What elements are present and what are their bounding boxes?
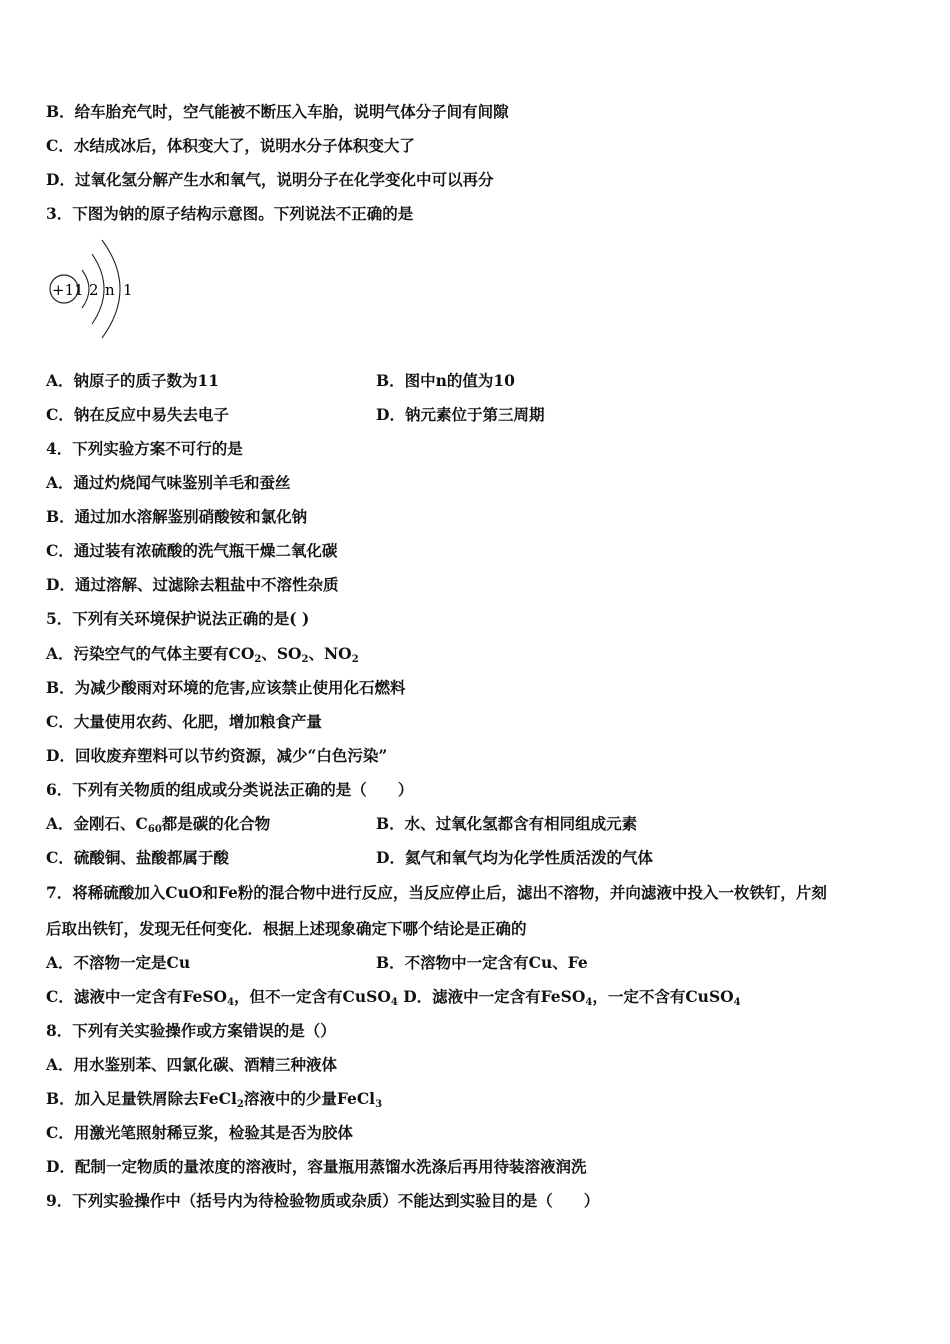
- q8-stem: 8．下列有关实验操作或方案错误的是（）: [46, 1021, 336, 1040]
- q4-option-b: B．通过加水溶解鉴别硝酸铵和氯化钠: [46, 507, 308, 526]
- q7-stem-line2: 后取出铁钉，发现无任何变化．根据上述现象确定下哪个结论是正确的: [46, 919, 527, 938]
- q8-option-d: D．配制一定物质的量浓度的溶液时，容量瓶用蒸馏水洗涤后再用待装溶液润洗: [46, 1157, 587, 1176]
- q4-option-d: D．通过溶解、过滤除去粗盐中不溶性杂质: [46, 575, 339, 594]
- q5-stem: 5．下列有关环境保护说法正确的是( ): [46, 609, 310, 628]
- q6-option-a: A．金刚石、$C_{60}$都是碳的化合物: [46, 814, 271, 835]
- shell-1-count: 2: [89, 281, 99, 299]
- q5-option-c: C．大量使用农药、化肥，增加粮食产量: [46, 712, 322, 731]
- q6-option-c: C．硫酸铜、盐酸都属于酸: [46, 848, 229, 867]
- q7-stem-line1: 7．将稀硫酸加入CuO和Fe粉的混合物中进行反应，当反应停止后，滤出不溶物，并向滤液中投入一枚铁钉，片刻: [46, 883, 827, 902]
- q3-option-d: D．钠元素位于第三周期: [376, 405, 545, 424]
- q6-option-b: B．水、过氧化氢都含有相同组成元素: [376, 814, 638, 833]
- q4-stem: 4．下列实验方案不可行的是: [46, 439, 243, 458]
- q7-option-c-d: C．滤液中一定含有FeSO$_4$，但不一定含有CuSO$_4$ D．滤液中一定含有FeSO$_4$，一定不含有CuSO$_4$: [46, 987, 741, 1008]
- q2-option-b: B．给车胎充气时，空气能被不断压入车胎，说明气体分子间有间隙: [46, 102, 509, 121]
- q7-option-b: B．不溶物中一定含有Cu、Fe: [376, 953, 588, 972]
- q7-option-a: A．不溶物一定是Cu: [46, 953, 191, 972]
- q2-option-d: D．过氧化氢分解产生水和氧气，说明分子在化学变化中可以再分: [46, 170, 494, 189]
- q6-option-d: D．氦气和氧气均为化学性质活泼的气体: [376, 848, 653, 867]
- q3-stem: 3．下图为钠的原子结构示意图。下列说法不正确的是: [46, 204, 414, 223]
- shell-3-count: 1: [123, 281, 133, 299]
- q3-option-b: B．图中n的值为10: [376, 371, 515, 390]
- q3-option-c: C．钠在反应中易失去电子: [46, 405, 229, 424]
- q2-option-c: C．水结成冰后，体积变大了，说明水分子体积变大了: [46, 136, 415, 155]
- q5-option-d: D．回收废弃塑料可以节约资源，减少“白色污染”: [46, 746, 388, 765]
- q9-stem: 9．下列实验操作中（括号内为待检验物质或杂质）不能达到实验目的是（ ）: [46, 1191, 600, 1210]
- q8-option-c: C．用激光笔照射稀豆浆，检验其是否为胶体: [46, 1123, 353, 1142]
- q3-option-a: A．钠原子的质子数为11: [46, 371, 220, 390]
- sodium-atom-structure-diagram: [44, 232, 144, 342]
- q4-option-a: A．通过灼烧闻气味鉴别羊毛和蚕丝: [46, 473, 291, 492]
- q5-option-a: A．污染空气的气体主要有$CO_2$、$SO_2$、$NO_2$: [46, 644, 359, 665]
- q6-stem: 6．下列有关物质的组成或分类说法正确的是（ ）: [46, 780, 414, 799]
- q8-option-a: A．用水鉴别苯、四氯化碳、酒精三种液体: [46, 1055, 338, 1074]
- shell-2-count: n: [105, 281, 115, 299]
- q4-option-c: C．通过装有浓硫酸的洗气瓶干燥二氧化碳: [46, 541, 338, 560]
- nucleus-charge: +11: [52, 281, 84, 299]
- q8-option-b: B．加入足量铁屑除去FeCl$_2$溶液中的少量FeCl$_3$: [46, 1089, 383, 1110]
- q5-option-b: B．为减少酸雨对环境的危害,应该禁止使用化石燃料: [46, 678, 406, 697]
